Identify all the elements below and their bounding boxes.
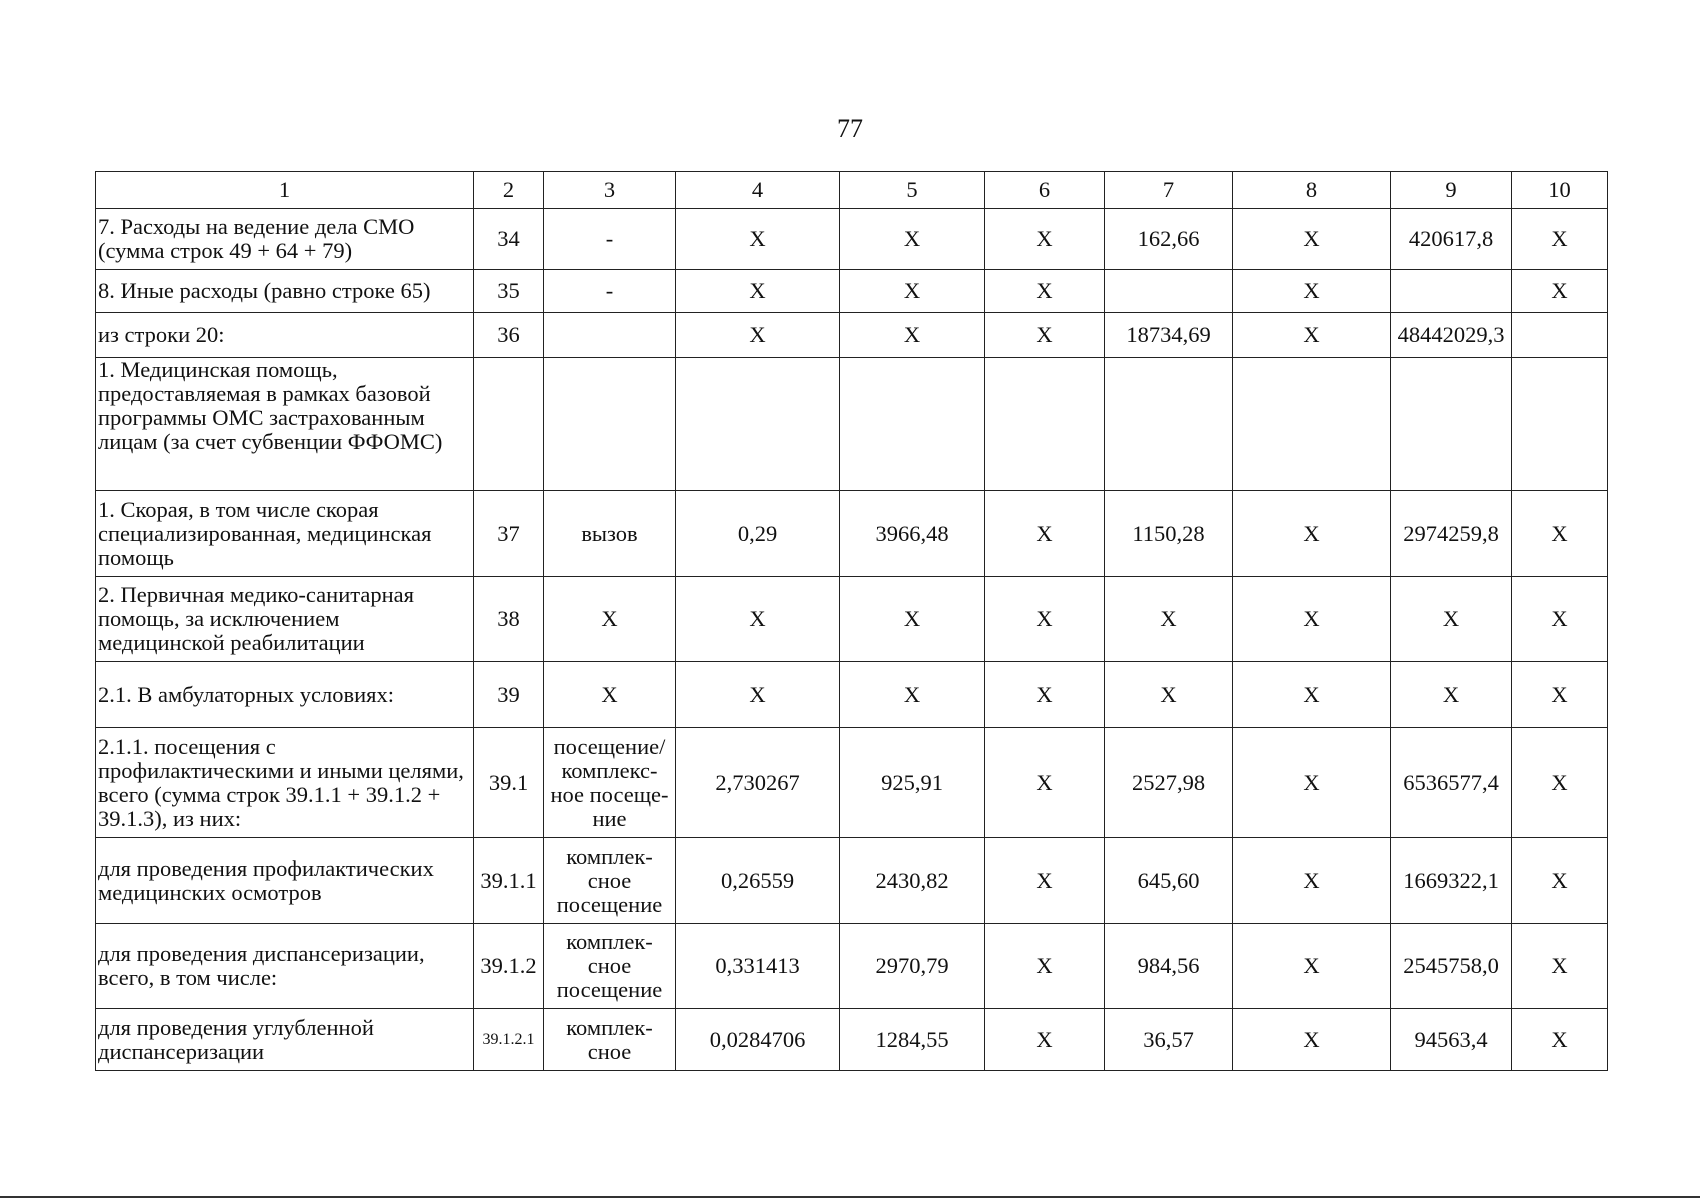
table-cell: X — [1512, 662, 1608, 728]
row-name-cell: для проведения диспансеризации, всего, в том числе: — [96, 924, 474, 1009]
table-cell: X — [1512, 728, 1608, 838]
table-cell: X — [1391, 662, 1512, 728]
table-cell: X — [544, 662, 676, 728]
table-row — [96, 358, 1608, 491]
table-cell: X — [985, 270, 1105, 313]
table-cell: X — [676, 270, 840, 313]
table-cell — [840, 358, 985, 491]
table-cell: X — [1233, 728, 1391, 838]
table-cell: 2974259,8 — [1391, 491, 1512, 577]
table-cell: X — [1391, 577, 1512, 662]
table-cell: 0,0284706 — [676, 1009, 840, 1071]
table-cell: X — [840, 577, 985, 662]
table-cell: вызов — [544, 491, 676, 577]
row-name-cell: 1. Скорая, в том числе скорая специализированная, медицинская помощь — [96, 491, 474, 577]
table-row — [96, 491, 1608, 577]
table-cell — [1105, 358, 1233, 491]
header-cell: 1 — [96, 172, 474, 209]
table-cell: 94563,4 — [1391, 1009, 1512, 1071]
table-cell: X — [1233, 270, 1391, 313]
table-cell: 34 — [474, 209, 544, 270]
table-cell — [1512, 313, 1608, 358]
table-cell: 48442029,3 — [1391, 313, 1512, 358]
table-cell: X — [1512, 924, 1608, 1009]
table-cell: X — [985, 491, 1105, 577]
table-cell: X — [1512, 577, 1608, 662]
row-name-cell: для проведения профилактических медицинских осмотров — [96, 838, 474, 924]
table-cell: X — [1233, 1009, 1391, 1071]
table-cell — [1512, 358, 1608, 491]
table-cell: 1669322,1 — [1391, 838, 1512, 924]
table-cell: X — [985, 313, 1105, 358]
table-cell: 38 — [474, 577, 544, 662]
table-cell: 0,331413 — [676, 924, 840, 1009]
table-cell: X — [1233, 924, 1391, 1009]
table-cell: X — [985, 662, 1105, 728]
table-cell: X — [840, 662, 985, 728]
table-cell — [544, 313, 676, 358]
table-cell: X — [985, 838, 1105, 924]
table-header-row — [96, 172, 1608, 209]
table-cell: 420617,8 — [1391, 209, 1512, 270]
table-cell: 645,60 — [1105, 838, 1233, 924]
table-cell: комплек-сное посещение — [544, 838, 676, 924]
table-cell: 37 — [474, 491, 544, 577]
row-name-cell: 2. Первичная медико-санитарная помощь, за исключением медицинской реабилитации — [96, 577, 474, 662]
table-cell: X — [985, 209, 1105, 270]
table-cell: 925,91 — [840, 728, 985, 838]
table-cell: X — [1233, 838, 1391, 924]
table-cell: 2430,82 — [840, 838, 985, 924]
table-cell: X — [544, 577, 676, 662]
table-cell: X — [1512, 1009, 1608, 1071]
table-cell: 18734,69 — [1105, 313, 1233, 358]
header-cell: 4 — [676, 172, 840, 209]
table-row — [96, 270, 1608, 313]
header-cell: 10 — [1512, 172, 1608, 209]
table-cell: 39.1 — [474, 728, 544, 838]
table-cell: 1284,55 — [840, 1009, 985, 1071]
table-cell — [474, 358, 544, 491]
table-cell: X — [1512, 491, 1608, 577]
table-cell: 0,26559 — [676, 838, 840, 924]
table-cell: комплек-сное посещение — [544, 924, 676, 1009]
table-cell: 0,29 — [676, 491, 840, 577]
table-cell: X — [676, 209, 840, 270]
table-cell: 35 — [474, 270, 544, 313]
table-cell: X — [1233, 662, 1391, 728]
header-cell: 7 — [1105, 172, 1233, 209]
row-name-cell: из строки 20: — [96, 313, 474, 358]
table-row — [96, 209, 1608, 270]
table-row — [96, 313, 1608, 358]
table-row — [96, 838, 1608, 924]
header-cell: 9 — [1391, 172, 1512, 209]
table-row — [96, 577, 1608, 662]
table-cell — [985, 358, 1105, 491]
table-cell — [1105, 270, 1233, 313]
table-cell: X — [1512, 209, 1608, 270]
table-cell: X — [985, 577, 1105, 662]
table-row — [96, 1009, 1608, 1071]
table-cell: X — [676, 313, 840, 358]
header-cell: 5 — [840, 172, 985, 209]
table-cell: посещение/ комплекс-ное посеще-ние — [544, 728, 676, 838]
table-cell: 36,57 — [1105, 1009, 1233, 1071]
table-cell: X — [1105, 662, 1233, 728]
table-cell: X — [840, 313, 985, 358]
table-cell: 36 — [474, 313, 544, 358]
table-cell: X — [1512, 270, 1608, 313]
table-cell: X — [840, 209, 985, 270]
table-cell: X — [1233, 313, 1391, 358]
header-cell: 8 — [1233, 172, 1391, 209]
table-cell: X — [1233, 491, 1391, 577]
table-cell: X — [985, 924, 1105, 1009]
table-cell: 984,56 — [1105, 924, 1233, 1009]
data-table — [95, 171, 1608, 1071]
table-cell: 39.1.2.1 — [474, 1009, 544, 1071]
row-name-cell: 1. Медицинская помощь, предоставляемая в рамках базовой программы ОМС застрахованным лицам (за счет субвенции ФФОМС) — [96, 358, 474, 491]
table-cell: 1150,28 — [1105, 491, 1233, 577]
row-name-cell: 8. Иные расходы (равно строке 65) — [96, 270, 474, 313]
table-row — [96, 662, 1608, 728]
table-cell: - — [544, 209, 676, 270]
table-cell: X — [1233, 209, 1391, 270]
table-cell: - — [544, 270, 676, 313]
row-name-cell: 2.1. В амбулаторных условиях: — [96, 662, 474, 728]
table-cell: X — [840, 270, 985, 313]
table-cell: X — [985, 1009, 1105, 1071]
table-cell: 2970,79 — [840, 924, 985, 1009]
table-cell: X — [1105, 577, 1233, 662]
table-cell: 6536577,4 — [1391, 728, 1512, 838]
table-cell: X — [676, 662, 840, 728]
table-cell: 39.1.2 — [474, 924, 544, 1009]
table-cell — [1391, 270, 1512, 313]
table-cell: 2545758,0 — [1391, 924, 1512, 1009]
row-name-cell: для проведения углубленной диспансеризации — [96, 1009, 474, 1071]
header-cell: 6 — [985, 172, 1105, 209]
header-cell: 3 — [544, 172, 676, 209]
table-cell: X — [1512, 838, 1608, 924]
table-cell: 2527,98 — [1105, 728, 1233, 838]
table-cell: 3966,48 — [840, 491, 985, 577]
table-cell: 2,730267 — [676, 728, 840, 838]
row-name-cell: 2.1.1. посещения с профилактическими и иными целями, всего (сумма строк 39.1.1 + 39.1.2 + 39.1.3), из них: — [96, 728, 474, 838]
table-row — [96, 728, 1608, 838]
table-cell — [676, 358, 840, 491]
table-row — [96, 924, 1608, 1009]
table-cell: 39.1.1 — [474, 838, 544, 924]
row-name-cell: 7. Расходы на ведение дела СМО (сумма строк 49 + 64 + 79) — [96, 209, 474, 270]
table-cell: X — [1233, 577, 1391, 662]
table-cell: комплек-сное — [544, 1009, 676, 1071]
page-number: 77 — [837, 114, 863, 143]
page-bottom-rule — [0, 1196, 1700, 1198]
table-cell — [1233, 358, 1391, 491]
table-cell: 162,66 — [1105, 209, 1233, 270]
table-cell: 39 — [474, 662, 544, 728]
table-cell — [544, 358, 676, 491]
table-cell — [1391, 358, 1512, 491]
table-cell: X — [985, 728, 1105, 838]
table-cell: X — [676, 577, 840, 662]
header-cell: 2 — [474, 172, 544, 209]
